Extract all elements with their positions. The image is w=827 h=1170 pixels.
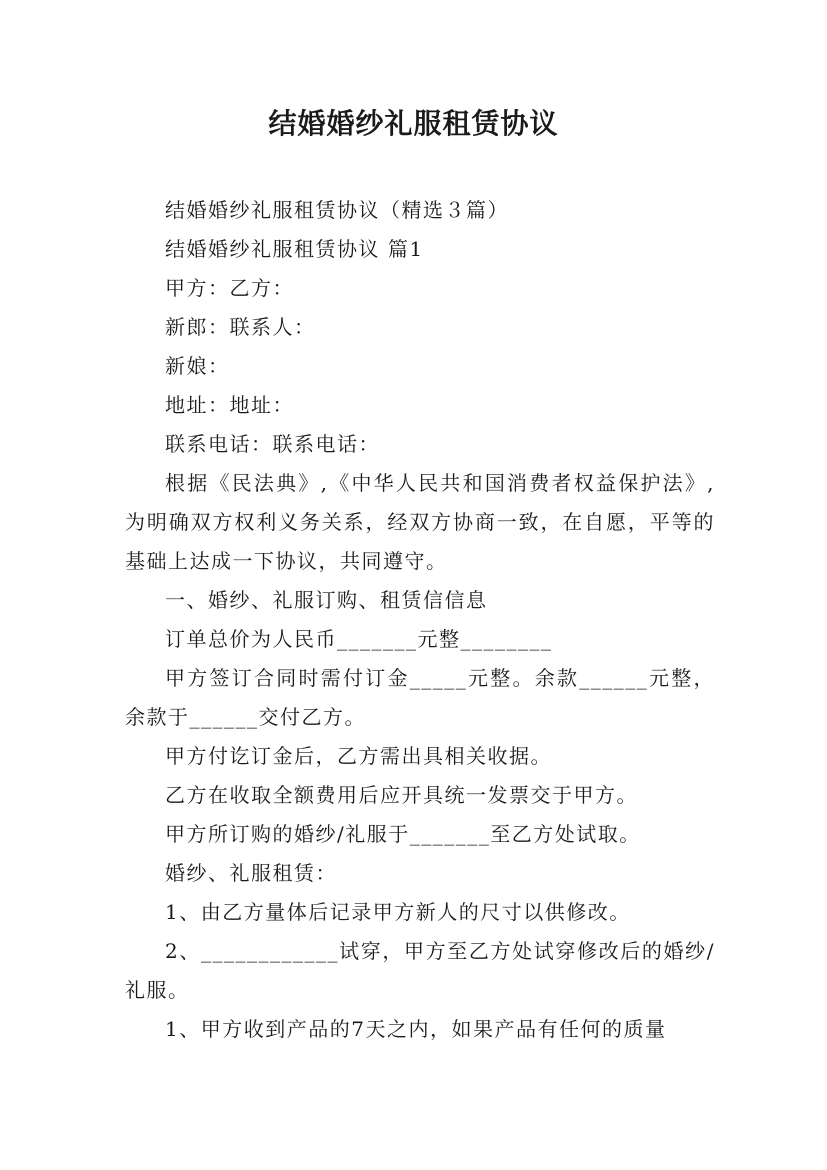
paragraph-phone-line: 联系电话：联系电话：	[165, 432, 380, 456]
document-body	[125, 191, 715, 1049]
paragraph-rental-heading: 婚纱、礼服租赁：	[165, 861, 337, 885]
paragraph-preamble: 根据《民法典》,《中华人民共和国消费者权益保护法》,为明确双方权利义务关系，经双方协商一致，在自愿，平等的基础上达成一下协议，共同遵守。	[125, 471, 715, 573]
paragraph-order-total: 订单总价为人民币_______元整________	[165, 627, 553, 651]
paragraph-invoice: 乙方在收取全额费用后应开具统一发票交于甲方。	[165, 783, 638, 807]
paragraph-party-line: 甲方：乙方：	[165, 276, 294, 300]
paragraph-deposit: 甲方签订合同时需付订金_____元整。余款______元整，余款于______交付乙方。	[125, 666, 715, 729]
paragraph-groom-line: 新郎：联系人：	[165, 315, 316, 339]
document-title: 结婚婚纱礼服租赁协议	[268, 107, 559, 140]
paragraph-bride-line: 新娘：	[165, 354, 230, 378]
paragraph-clause-heading: 一、婚纱、礼服订购、租赁信信息	[165, 588, 488, 612]
paragraph-item-1: 1、由乙方量体后记录甲方新人的尺寸以供修改。	[165, 900, 631, 924]
paragraph-subtitle: 结婚婚纱礼服租赁协议（精选３篇）	[165, 198, 509, 222]
paragraph-section-heading: 结婚婚纱礼服租赁协议 篇1	[165, 237, 424, 261]
paragraph-address-line: 地址：地址：	[165, 393, 294, 417]
paragraph-receipt: 甲方付讫订金后，乙方需出具相关收据。	[165, 744, 552, 768]
paragraph-item-2: 2、____________试穿，甲方至乙方处试穿修改后的婚纱/礼服。	[125, 939, 715, 1002]
paragraph-item-quality: 1、甲方收到产品的7天之内，如果产品有任何的质量	[165, 1017, 667, 1041]
paragraph-pickup: 甲方所订购的婚纱/礼服于_______至乙方处试取。	[165, 822, 641, 846]
